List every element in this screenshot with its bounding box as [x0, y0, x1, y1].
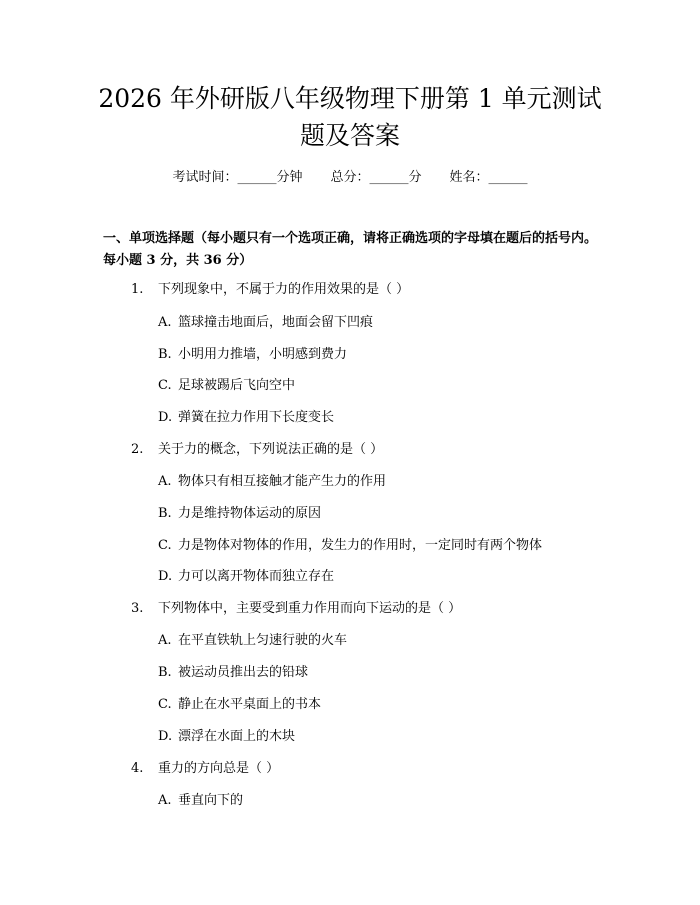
question-1-option-d [158, 409, 334, 427]
question-4 [131, 760, 279, 778]
option-letter: A. [158, 474, 172, 489]
total-score-field: 总分：______分 [330, 170, 422, 185]
option-letter: D. [158, 569, 173, 584]
question-2-option-d [158, 568, 334, 586]
question-3-option-d [158, 728, 295, 746]
option-letter: B. [158, 506, 172, 521]
option-text: 垂直向下的 [178, 793, 244, 808]
question-3 [131, 600, 461, 618]
option-letter: B. [158, 665, 172, 680]
option-text: 力可以离开物体而独立存在 [178, 569, 335, 584]
question-3-option-b [158, 664, 308, 682]
student-name-field: 姓名：______ [449, 170, 528, 185]
question-text: 下列现象中，不属于力的作用效果的是（ ） [158, 282, 410, 297]
option-letter: C. [158, 378, 172, 393]
section-heading: 一、单项选择题（每小题只有一个选项正确，请将正确选项的字母填在题后的括号内。每小题 3 分，共 36 分） [103, 231, 598, 268]
question-1-option-a [158, 314, 373, 332]
option-text: 物体只有相互接触才能产生力的作用 [178, 474, 387, 489]
question-number: 2. [131, 442, 144, 457]
option-text: 小明用力推墙，小明感到费力 [178, 347, 348, 362]
option-text: 篮球撞击地面后，地面会留下凹痕 [178, 315, 374, 330]
question-text: 重力的方向总是（ ） [158, 761, 280, 776]
question-1-option-b [158, 346, 347, 364]
option-letter: B. [158, 347, 172, 362]
option-letter: C. [158, 697, 172, 712]
question-number: 1. [131, 282, 144, 297]
exam-time-field: 考试时间：______分钟 [172, 170, 303, 185]
option-letter: A. [158, 793, 172, 808]
question-2 [131, 441, 383, 459]
option-text: 足球被踢后飞向空中 [178, 378, 296, 393]
question-1-option-c [158, 377, 295, 395]
question-4-option-a [158, 792, 243, 810]
question-2-option-b [158, 505, 321, 523]
option-text: 静止在水平桌面上的书本 [178, 697, 322, 712]
question-1 [131, 281, 409, 299]
option-letter: D. [158, 410, 173, 425]
question-2-option-c [158, 537, 542, 555]
question-3-option-c [158, 696, 321, 714]
option-letter: A. [158, 633, 172, 648]
question-2-option-a [158, 473, 386, 491]
option-letter: A. [158, 315, 172, 330]
document-title: 2026 年外研版八年级物理下册第 1 单元测试题及答案 [98, 84, 602, 150]
question-text: 关于力的概念，下列说法正确的是（ ） [158, 442, 384, 457]
question-number: 4. [131, 761, 144, 776]
question-3-option-a [158, 632, 347, 650]
option-letter: D. [158, 729, 173, 744]
exam-info-line [0, 168, 700, 188]
option-letter: C. [158, 538, 172, 553]
option-text: 在平直铁轨上匀速行驶的火车 [178, 633, 348, 648]
option-text: 弹簧在拉力作用下长度变长 [178, 410, 335, 425]
option-text: 被运动员推出去的铅球 [178, 665, 309, 680]
option-text: 力是物体对物体的作用，发生力的作用时，一定同时有两个物体 [178, 538, 543, 553]
question-number: 3. [131, 601, 144, 616]
option-text: 力是维持物体运动的原因 [178, 506, 322, 521]
question-text: 下列物体中，主要受到重力作用而向下运动的是（ ） [158, 601, 462, 616]
option-text: 漂浮在水面上的木块 [178, 729, 296, 744]
